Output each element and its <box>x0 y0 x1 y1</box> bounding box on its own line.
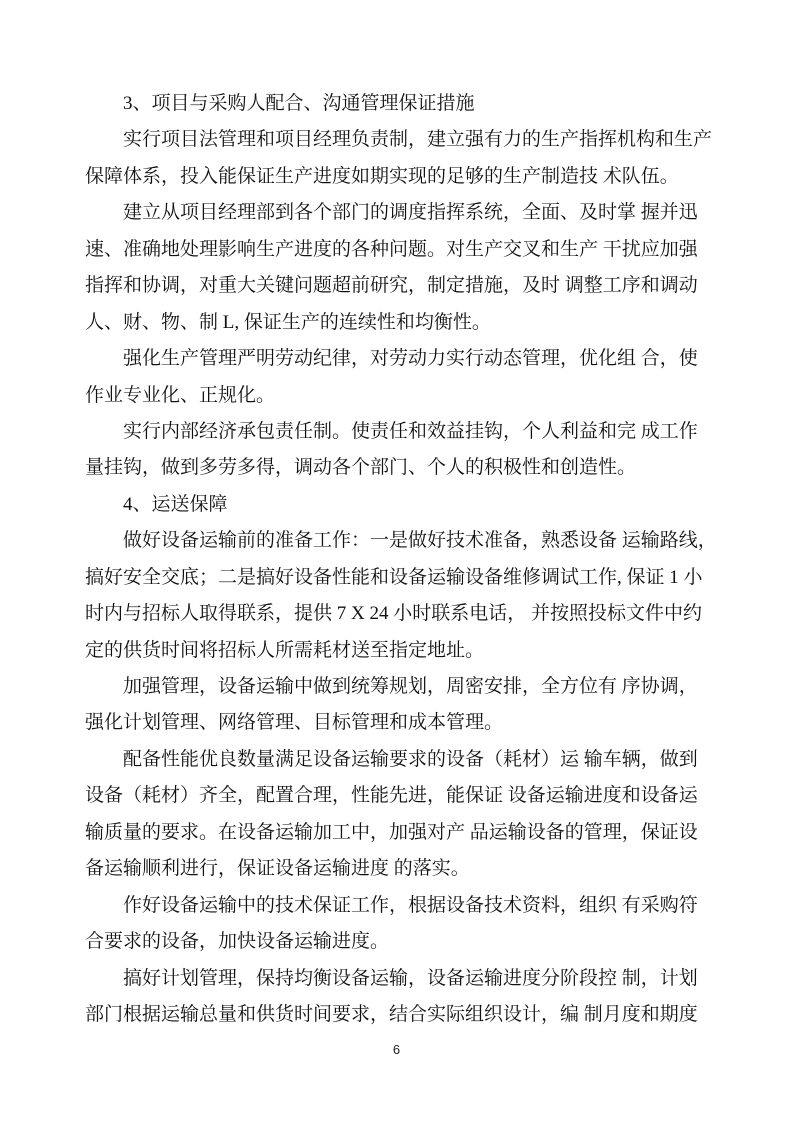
text-line: 作业专业化、正规化。 <box>85 384 276 406</box>
text-line: 量挂钩，做到多劳多得，调动各个部门、个人的积极性和创造性。 <box>85 457 637 479</box>
document-body <box>85 86 725 1033</box>
text-line: 部门根据运输总量和供货时间要求，结合实际组织设计，编 制月度和期度 <box>85 1003 698 1025</box>
text-line: 定的供货时间将招标人所需耗材送至指定地址。 <box>85 639 485 661</box>
text-line: 强化计划管理、网络管理、目标管理和成本管理。 <box>85 712 504 734</box>
text-line: 保障体系，投入能保证生产进度如期实现的足够的生产制造技 术队伍。 <box>85 165 679 187</box>
text-line: 作好设备运输中的技术保证工作，根据设备技术资料，组织 有采购符 <box>123 894 698 916</box>
text-line: 速、准确地处理影响生产进度的各种问题。对生产交叉和生产 干扰应加强 <box>85 238 698 260</box>
text-line: 实行项目法管理和项目经理负责制，建立强有力的生产指挥机构和生产 <box>123 129 713 151</box>
section-heading: 3、项目与采购人配合、沟通管理保证措施 <box>123 93 475 114</box>
text-line: 时内与招标人取得联系，提供 7 X 24 小时联系电话， 并按照投标文件中约 <box>85 603 702 625</box>
text-line: 做好设备运输前的准备工作：一是做好技术准备，熟悉设备 运输路线， <box>123 530 717 552</box>
text-line: 合要求的设备，加快设备运输进度。 <box>85 931 390 953</box>
text-line: 配备性能优良数量满足设备运输要求的设备（耗材）运 输车辆，做到 <box>123 748 698 770</box>
text-line: 人、财、物、制 L, 保证生产的连续性和均衡性。 <box>85 311 491 333</box>
text-line: 输质量的要求。在设备运输加工中，加强对产 品运输设备的管理，保证设 <box>85 821 698 843</box>
text-line: 搞好计划管理，保持均衡设备运输，设备运输进度分阶段控 制，计划 <box>123 967 698 989</box>
section-heading: 4、运送保障 <box>123 493 228 515</box>
text-line: 建立从项目经理部到各个部门的调度指挥系统，全面、及时掌 握并迅 <box>123 202 698 224</box>
page-footer <box>0 1041 793 1059</box>
text-line: 指挥和协调，对重大关键问题超前研究，制定措施，及时 调整工序和调动 <box>85 275 698 297</box>
text-line: 设备（耗材）齐全，配置合理，性能先进，能保证 设备运输进度和设备运 <box>85 785 698 807</box>
page-number: 6 <box>392 1042 401 1057</box>
text-line: 备运输顺利进行，保证设备运输进度 的落实。 <box>85 858 470 880</box>
text-line: 搞好安全交底；二是搞好设备性能和设备运输设备维修调试工作, 保证 1 小 <box>85 566 703 588</box>
text-line: 实行内部经济承包责任制。使责任和效益挂钩，个人利益和完 成工作 <box>123 420 698 442</box>
text-line: 强化生产管理严明劳动纪律，对劳动力实行动态管理，优化组 合，使 <box>123 348 698 370</box>
text-line: 加强管理，设备运输中做到统筹规划，周密安排，全方位有 序协调， <box>123 676 698 697</box>
